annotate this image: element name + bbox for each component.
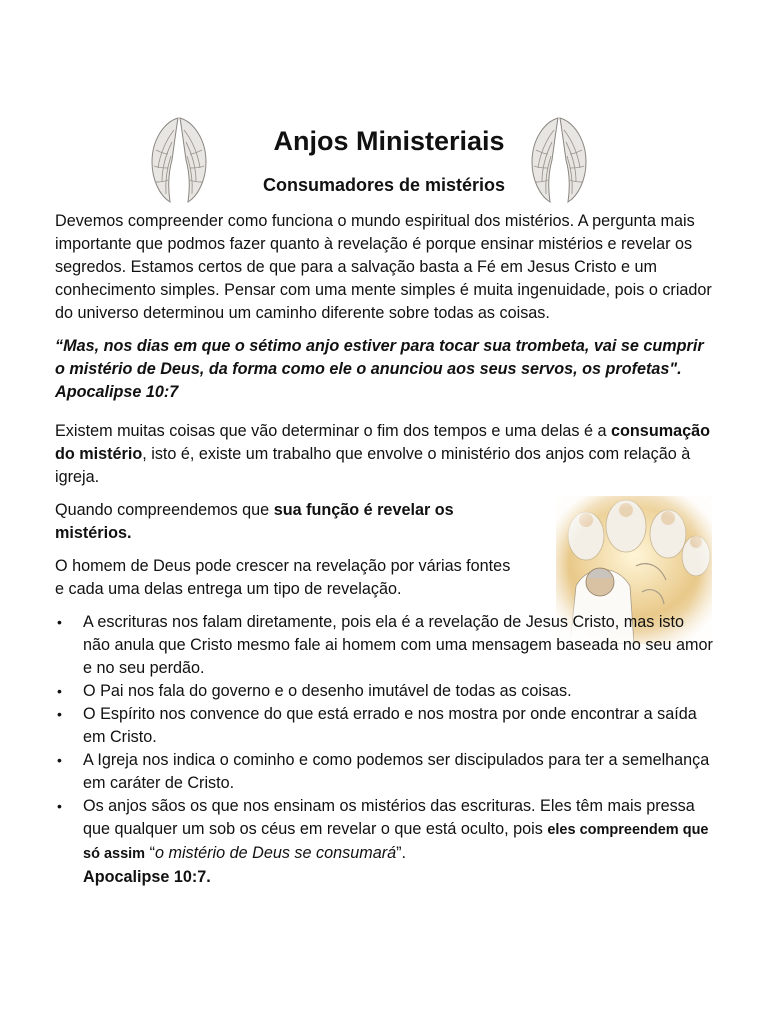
quote-open: “ [145,844,155,862]
paragraph-end-times [55,420,715,489]
paragraph-function [55,499,515,545]
list-item-italic: o mistério de Deus se consumará [154,844,397,862]
list-item [57,680,715,703]
list-item-text: A escrituras nos falam diretamente, pois ela é a revelação de Jesus Cristo, mas isto não anula que Cristo mesmo fale ai homem com uma mensagem baseada no seu amor e no seu perdão. [83,613,713,677]
paragraph-end-times-rest: , isto é, existe um trabalho que envolve o ministério dos anjos com relação à igreja. [55,445,691,486]
bullet-icon: • [57,683,62,699]
scripture-quote: “Mas, nos dias em que o sétimo anjo estiver para tocar sua trombeta, vai se cumprir o mistério de Deus, da forma como ele o anunciou aos seus servos, os profetas". Apocalipse 10:7 [55,337,704,401]
bullet-icon: • [57,614,62,630]
intro-paragraph: Devemos compreender como funciona o mundo espiritual dos mistérios. A pergunta mais importante que podmos fazer quanto à revelação é porque ensinar mistérios e revelar os segredos. Estamos certos de que para a salvação basta a Fé em Jesus Cristo e um conhecimento simples. Pensar com uma mente simples é muita ingenuidade, pois o criador do universo determinou um caminho diferente sobre todas as coisas. [55,212,712,322]
list-item-text: O Pai nos fala do governo e o desenho imutável de todas as coisas. [83,682,572,700]
paragraph-function-bold: sua função é revelar os mistérios. [55,501,454,542]
bullet-icon: • [57,752,62,768]
list-item [57,795,715,889]
list-item-text: Os anjos sãos os que nos ensinam os mistérios das escrituras. Eles têm mais pressa que qualquer um sob os céus em revelar o que está oculto, pois [83,797,695,838]
revelation-sources-list [55,611,715,889]
scripture-reference: Apocalipse 10:7. [83,868,211,886]
paragraph-end-times-text: Existem muitas coisas que vão determinar o fim dos tempos e uma delas é a [55,422,612,440]
list-item-text: O Espírito nos convence do que está errado e nos mostra por onde encontrar a saída em Cristo. [83,705,697,746]
page-title: Anjos Ministeriais [273,126,505,156]
paragraph-function-text: Quando compreendemos que [55,501,274,519]
list-item [57,611,715,680]
paragraph-sources: O homem de Deus pode crescer na revelação por várias fontes e cada uma delas entrega um tipo de revelação. [55,557,511,598]
bullet-icon: • [57,798,62,814]
list-item [57,749,715,795]
list-item [57,703,715,749]
list-item-text: A Igreja nos indica o cominho e como podemos ser discipulados para ter a semelhança em caráter de Cristo. [83,751,710,792]
page-subtitle: Consumadores de mistérios [262,175,506,195]
quote-close: ”. [396,844,406,862]
list-item-bold: eles compreendem que só assim [83,822,709,862]
paragraph-end-times-bold: consumação do mistério [55,422,710,463]
bullet-icon: • [57,706,62,722]
document-body [55,210,715,889]
